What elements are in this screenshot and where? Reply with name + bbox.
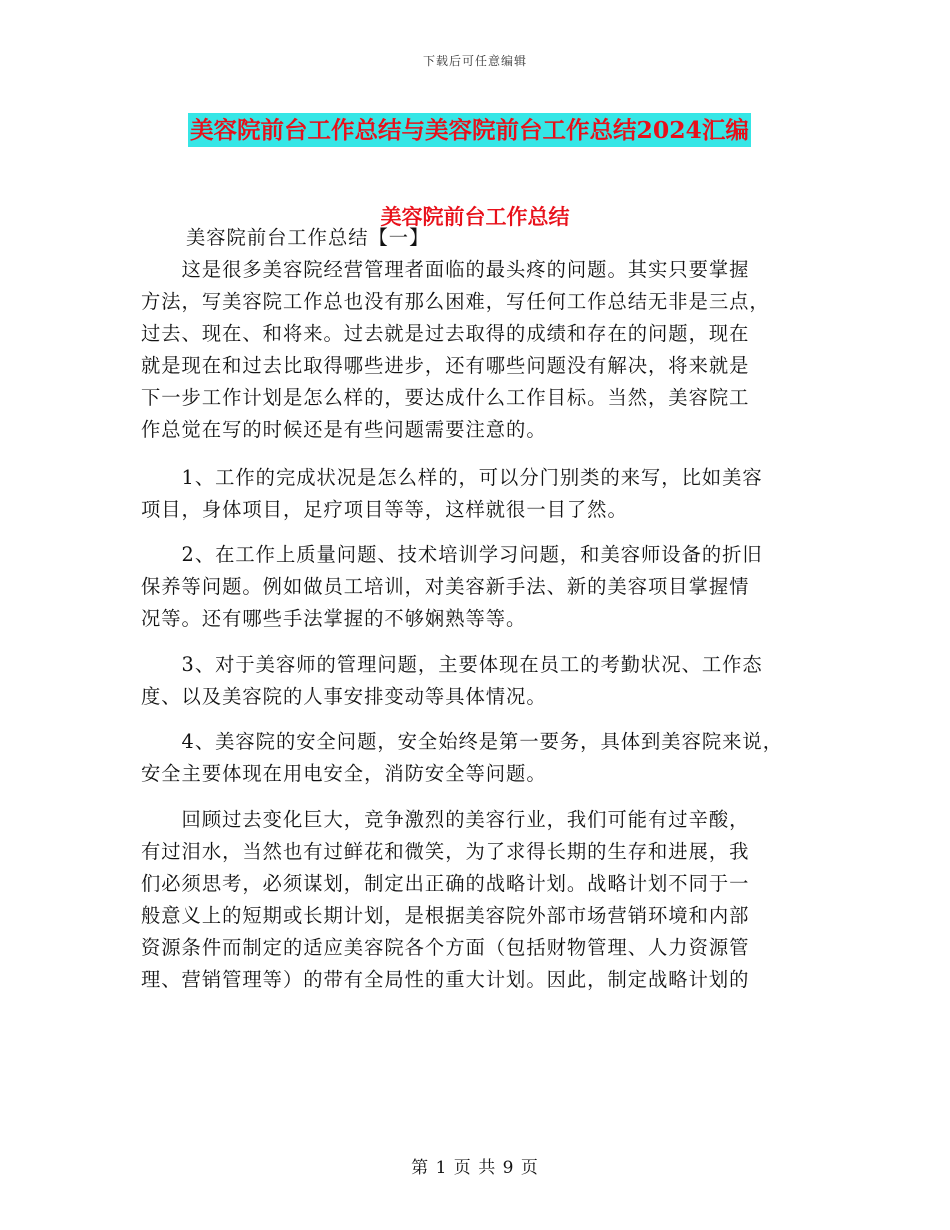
body-line: 方法，写美容院工作总也没有那么困难，写任何工作总结无非是三点， — [141, 290, 770, 313]
download-note: 下载后可任意编辑 — [422, 54, 527, 68]
body-line: 3、对于美容师的管理问题，主要体现在员工的考勤状况、工作态 — [141, 653, 763, 676]
body-line: 安全主要体现在用电安全，消防安全等问题。 — [141, 762, 547, 785]
body-line: 资源条件而制定的适应美容院各个方面（包括财物管理、人力资源管 — [141, 936, 750, 959]
body-line: 项目，身体项目，足疗项目等等，这样就很一目了然。 — [141, 498, 628, 521]
section-title: 美容院前台工作总结 — [380, 204, 570, 229]
body-line: 2、在工作上质量问题、技术培训学习问题，和美容师设备的折旧 — [141, 543, 763, 566]
body-line: 们必须思考，必须谋划，制定出正确的战略计划。战略计划不同于一 — [141, 872, 750, 895]
body-line: 回顾过去变化巨大，竞争激烈的美容行业，我们可能有过辛酸， — [141, 808, 750, 831]
body-line: 般意义上的短期或长期计划，是根据美容院外部市场营销环境和内部 — [141, 904, 750, 927]
page-number: 第 1 页 共 9 页 — [411, 1158, 539, 1178]
body-line: 4、美容院的安全问题，安全始终是第一要务，具体到美容院来说， — [141, 730, 783, 753]
body-line: 度、以及美容院的人事安排变动等具体情况。 — [141, 685, 547, 708]
body-line: 有过泪水，当然也有过鲜花和微笑，为了求得长期的生存和进展，我 — [141, 840, 750, 863]
body-line: 过去、现在、和将来。过去就是过去取得的成绩和存在的问题，现在 — [141, 322, 750, 345]
body-line: 保养等问题。例如做员工培训，对美容新手法、新的美容项目掌握情 — [141, 575, 750, 598]
sub-heading: 美容院前台工作总结【一】 — [186, 226, 430, 249]
body-line: 况等。还有哪些手法掌握的不够娴熟等等。 — [141, 607, 527, 630]
body-line: 理、营销管理等）的带有全局性的重大计划。因此，制定战略计划的 — [141, 968, 750, 991]
body-line: 这是很多美容院经营管理者面临的最头疼的问题。其实只要掌握 — [141, 258, 750, 281]
body-line: 下一步工作计划是怎么样的，要达成什么工作目标。当然，美容院工 — [141, 386, 750, 409]
body-line: 1、工作的完成状况是怎么样的，可以分门别类的来写，比如美容 — [141, 466, 763, 489]
body-line: 作总觉在写的时候还是有些问题需要注意的。 — [141, 418, 547, 441]
body-line: 就是现在和过去比取得哪些进步，还有哪些问题没有解决，将来就是 — [141, 354, 750, 377]
document-title: 美容院前台工作总结与美容院前台工作总结2024汇编 — [188, 113, 751, 147]
